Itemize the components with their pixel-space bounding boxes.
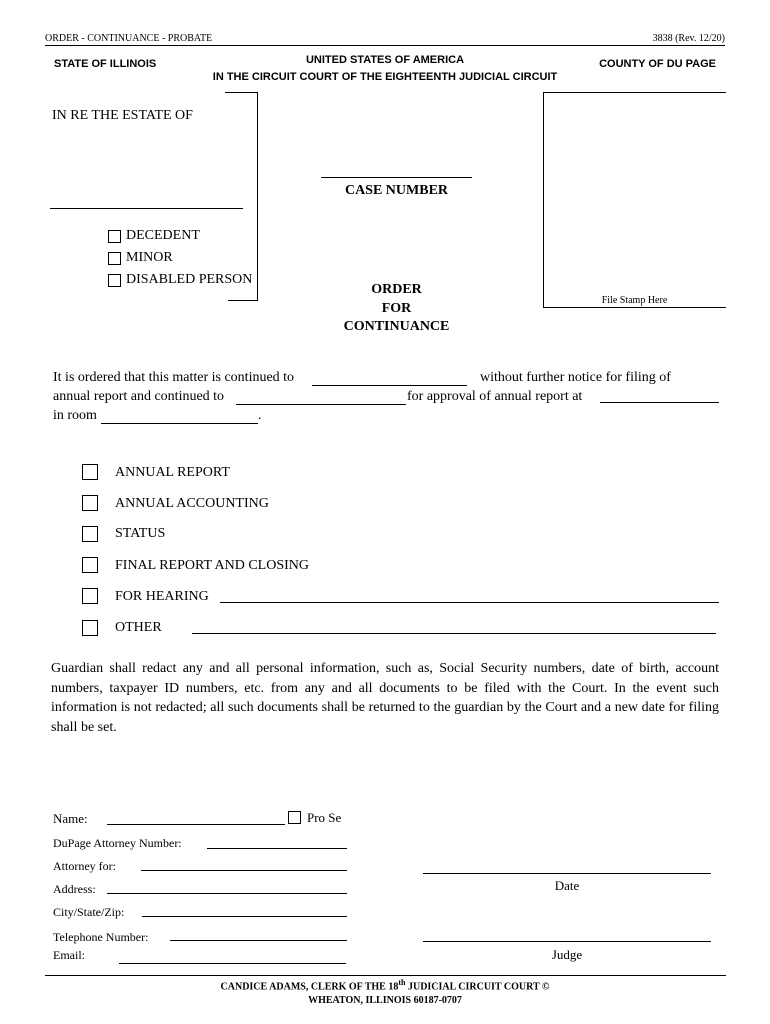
date-signature-line[interactable] — [423, 873, 711, 874]
form-number: 3838 (Rev. 12/20) — [652, 33, 725, 44]
judge-label: Judge — [551, 947, 583, 962]
other-field[interactable] — [192, 633, 716, 634]
order-title — [320, 281, 473, 337]
continued-to-date-field[interactable] — [312, 385, 467, 386]
case-number-label: CASE NUMBER — [344, 183, 449, 198]
order-text-1: It is ordered that this matter is continued to — [53, 370, 295, 385]
pro-se-label: Pro Se — [307, 810, 342, 825]
disabled-person-label: DISABLED PERSON — [126, 272, 253, 287]
clerk-sup: th — [398, 978, 406, 987]
order-text-3: annual report and continued to — [53, 389, 225, 404]
final-report-checkbox[interactable] — [82, 557, 98, 573]
other-checkbox[interactable] — [82, 620, 98, 636]
order-text-2: without further notice for filing of — [480, 370, 671, 385]
redaction-notice: Guardian shall redact any and all personal information, such as, Social Security numbers, date of birth, account numbers, taxpayer ID numbers, etc. from any and all documents to be filed with the Court. In the event such information is not redacted; all such documents shall be returned to the guardian by the Court and a new date for filing shall be set. — [51, 661, 719, 735]
estate-bracket-bottom — [228, 300, 258, 301]
attorney-for-field[interactable] — [141, 870, 347, 871]
annual-accounting-checkbox[interactable] — [82, 495, 98, 511]
minor-checkbox[interactable] — [108, 252, 121, 265]
pro-se-checkbox[interactable] — [288, 811, 301, 824]
email-label: Email: — [53, 948, 85, 962]
attorney-number-label: DuPage Attorney Number: — [53, 836, 182, 850]
date-label: Date — [554, 878, 580, 893]
estate-bracket-right — [257, 92, 258, 300]
address-field[interactable] — [107, 893, 347, 894]
annual-accounting-label: ANNUAL ACCOUNTING — [115, 496, 269, 511]
attorney-for-label: Attorney for: — [53, 859, 116, 873]
form-name: ORDER - CONTINUANCE - PROBATE — [45, 33, 213, 44]
decedent-label: DECEDENT — [126, 228, 200, 243]
clerk-suffix: JUDICIAL CIRCUIT COURT © — [405, 981, 550, 993]
case-number-field[interactable] — [321, 177, 472, 178]
final-report-label: FINAL REPORT AND CLOSING — [115, 558, 310, 573]
attorney-number-field[interactable] — [207, 848, 347, 849]
footer-rule — [45, 975, 726, 976]
name-field[interactable] — [107, 824, 285, 825]
clerk-line — [0, 978, 770, 992]
estate-label: IN RE THE ESTATE OF — [52, 108, 193, 123]
room-field[interactable] — [101, 423, 258, 424]
for-hearing-field[interactable] — [220, 602, 719, 603]
name-label: Name: — [53, 811, 88, 826]
email-field[interactable] — [119, 963, 346, 964]
county-label: COUNTY OF DU PAGE — [599, 58, 716, 70]
other-label: OTHER — [115, 620, 162, 635]
minor-label: MINOR — [126, 250, 173, 265]
city-state-zip-field[interactable] — [142, 916, 347, 917]
order-text-6: . — [258, 408, 262, 423]
for-hearing-label: FOR HEARING — [115, 589, 209, 604]
city-state-zip-label: City/State/Zip: — [53, 905, 125, 919]
annual-report-label: ANNUAL REPORT — [115, 465, 230, 480]
title-line-3: CONTINUANCE — [343, 319, 450, 334]
header-rule — [45, 45, 725, 46]
judge-signature-line[interactable] — [423, 941, 711, 942]
order-text-5: in room — [53, 408, 97, 423]
court-label: IN THE CIRCUIT COURT OF THE EIGHTEENTH JUDICIAL CIRCUIT — [212, 71, 558, 83]
file-stamp-box — [543, 92, 726, 308]
address-label: Address: — [53, 882, 96, 896]
title-line-2: FOR — [381, 300, 412, 316]
clerk-address: WHEATON, ILLINOIS 60187-0707 — [308, 995, 462, 1006]
approval-date-field[interactable] — [236, 404, 406, 405]
status-label: STATUS — [115, 526, 166, 541]
status-checkbox[interactable] — [82, 526, 98, 542]
estate-name-field[interactable] — [50, 208, 243, 209]
state-label: STATE OF ILLINOIS — [54, 58, 157, 70]
order-text-4: for approval of annual report at — [407, 389, 583, 404]
decedent-checkbox[interactable] — [108, 230, 121, 243]
annual-report-checkbox[interactable] — [82, 464, 98, 480]
report-at-field[interactable] — [600, 402, 719, 403]
for-hearing-checkbox[interactable] — [82, 588, 98, 604]
country-label: UNITED STATES OF AMERICA — [305, 54, 465, 66]
title-line-1: ORDER — [371, 282, 422, 297]
estate-bracket-top — [225, 92, 257, 94]
file-stamp-label: File Stamp Here — [601, 295, 668, 306]
telephone-field[interactable] — [170, 940, 347, 941]
clerk-prefix: CANDICE ADAMS, CLERK OF THE 18 — [220, 981, 399, 993]
disabled-person-checkbox[interactable] — [108, 274, 121, 287]
telephone-label: Telephone Number: — [53, 930, 149, 944]
